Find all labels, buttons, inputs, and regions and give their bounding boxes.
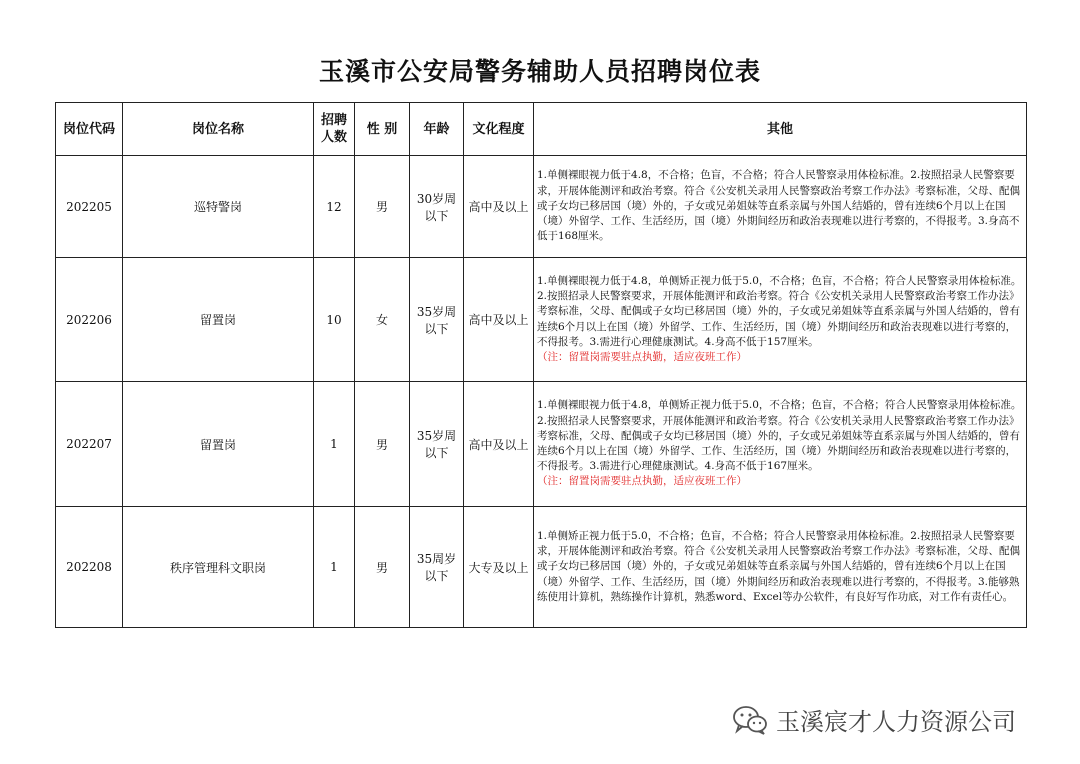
job-positions-table — [55, 102, 1027, 628]
cell-count: 1 — [314, 382, 355, 507]
cell-gender: 男 — [355, 382, 410, 507]
cell-education: 高中及以上 — [464, 258, 534, 382]
cell-code: 202205 — [56, 156, 123, 258]
night-shift-note: （注：留置岗需要驻点执勤，适应夜班工作） — [537, 475, 747, 488]
watermark-text: 玉溪宸才人力资源公司 — [776, 708, 1016, 736]
cell-age — [410, 258, 464, 382]
header-count-line1: 招聘 — [320, 113, 347, 128]
cell-name: 秩序管理科文职岗 — [123, 507, 314, 628]
header-other: 其他 — [534, 103, 1027, 156]
other-text: 1.单侧裸眼视力低于4.8，不合格；色盲，不合格；符合人民警察录用体检标准。2.按照招录人民警察要求，开展体能测评和政治考察。符合《公安机关录用人民警察政治考察工作办法》考察标准，父母、配偶或子女均已移居国（境）外的，子女或兄弟姐妹等直系亲属与外国人结婚的，曾有连续6个月以上在国（境）外留学、工作、生活经历，国（境）外期间经历和政治表现难以进行考察的，不得报考。3.身高不低于168厘米。 — [537, 169, 1020, 243]
cell-code: 202206 — [56, 258, 123, 382]
other-text: 1.单侧裸眼视力低于4.8，单侧矫正视力低于5.0，不合格；色盲，不合格；符合人民警察录用体检标准。2.按照招录人民警察要求，开展体能测评和政治考察。符合《公安机关录用人民警察政治考察工作办法》考察标准，父母、配偶或子女均已移居国（境）外的，子女或兄弟姐妹等直系亲属与外国人结婚的，曾有连续6个月以上在国（境）外留学、工作、生活经历，国（境）外期间经历和政治表现难以进行考察的，不得报考。3.需进行心理健康测试。4.身高不低于167厘米。 — [537, 399, 1022, 473]
cell-count: 1 — [314, 507, 355, 628]
wechat-icon — [732, 705, 768, 735]
header-count-line2: 人数 — [320, 130, 347, 145]
age-line1: 35周岁 — [416, 552, 457, 566]
watermark — [732, 702, 1016, 737]
cell-other — [534, 258, 1027, 382]
header-code: 岗位代码 — [56, 103, 123, 156]
header-education: 文化程度 — [464, 103, 534, 156]
cell-other — [534, 382, 1027, 507]
cell-age — [410, 382, 464, 507]
age-line1: 35岁周 — [416, 429, 457, 443]
cell-other — [534, 156, 1027, 258]
other-text: 1.单侧矫正视力低于5.0，不合格；色盲，不合格；符合人民警察录用体检标准。2.按照招录人民警察要求，开展体能测评和政治考察。符合《公安机关录用人民警察政治考察工作办法》考察标准，父母、配偶或子女均已移居国（境）外的，子女或兄弟姐妹等直系亲属与外国人结婚的，曾有连续6个月以上在国（境）外留学、工作、生活经历，国（境）外期间经历和政治表现难以进行考察的，不得报考。3.能够熟练使用计算机，熟练操作计算机，熟悉word、Excel等办公软件，有良好写作功底，对工作有责任心。 — [537, 529, 1020, 603]
cell-age — [410, 507, 464, 628]
night-shift-note: （注：留置岗需要驻点执勤，适应夜班工作） — [537, 350, 747, 363]
cell-count: 12 — [314, 156, 355, 258]
cell-age — [410, 156, 464, 258]
cell-name: 留置岗 — [123, 382, 314, 507]
table-row — [56, 382, 1027, 507]
table-header-row — [56, 103, 1027, 156]
table-row — [56, 258, 1027, 382]
cell-name: 留置岗 — [123, 258, 314, 382]
header-count — [314, 103, 355, 156]
page-title: 玉溪市公安局警务辅助人员招聘岗位表 — [318, 57, 761, 86]
cell-gender: 男 — [355, 507, 410, 628]
age-line2: 以下 — [424, 569, 449, 583]
table-row — [56, 156, 1027, 258]
header-age: 年龄 — [410, 103, 464, 156]
cell-education: 大专及以上 — [464, 507, 534, 628]
cell-count: 10 — [314, 258, 355, 382]
age-line1: 35岁周 — [416, 304, 457, 319]
other-text: 1.单侧裸眼视力低于4.8，单侧矫正视力低于5.0，不合格；色盲，不合格；符合人民警察录用体检标准。2.按照招录人民警察要求，开展体能测评和政治考察。符合《公安机关录用人民警察政治考察工作办法》考察标准，父母、配偶或子女均已移居国（境）外的，子女或兄弟姐妹等直系亲属与外国人结婚的，曾有连续6个月以上在国（境）外留学、工作、生活经历，国（境）外期间经历和政治表现难以进行考察的，不得报考。3.需进行心理健康测试。4.身高不低于157厘米。 — [537, 274, 1022, 348]
age-line2: 以下 — [424, 321, 449, 336]
age-line2: 以下 — [424, 446, 449, 460]
cell-other — [534, 507, 1027, 628]
cell-education: 高中及以上 — [464, 382, 534, 507]
header-gender: 性 别 — [355, 103, 410, 156]
cell-education: 高中及以上 — [464, 156, 534, 258]
age-line1: 30岁周 — [416, 191, 457, 206]
cell-gender: 男 — [355, 156, 410, 258]
cell-code: 202208 — [56, 507, 123, 628]
age-line2: 以下 — [424, 208, 449, 223]
table-row — [56, 507, 1027, 628]
header-name: 岗位名称 — [123, 103, 314, 156]
cell-code: 202207 — [56, 382, 123, 507]
cell-gender: 女 — [355, 258, 410, 382]
cell-name: 巡特警岗 — [123, 156, 314, 258]
